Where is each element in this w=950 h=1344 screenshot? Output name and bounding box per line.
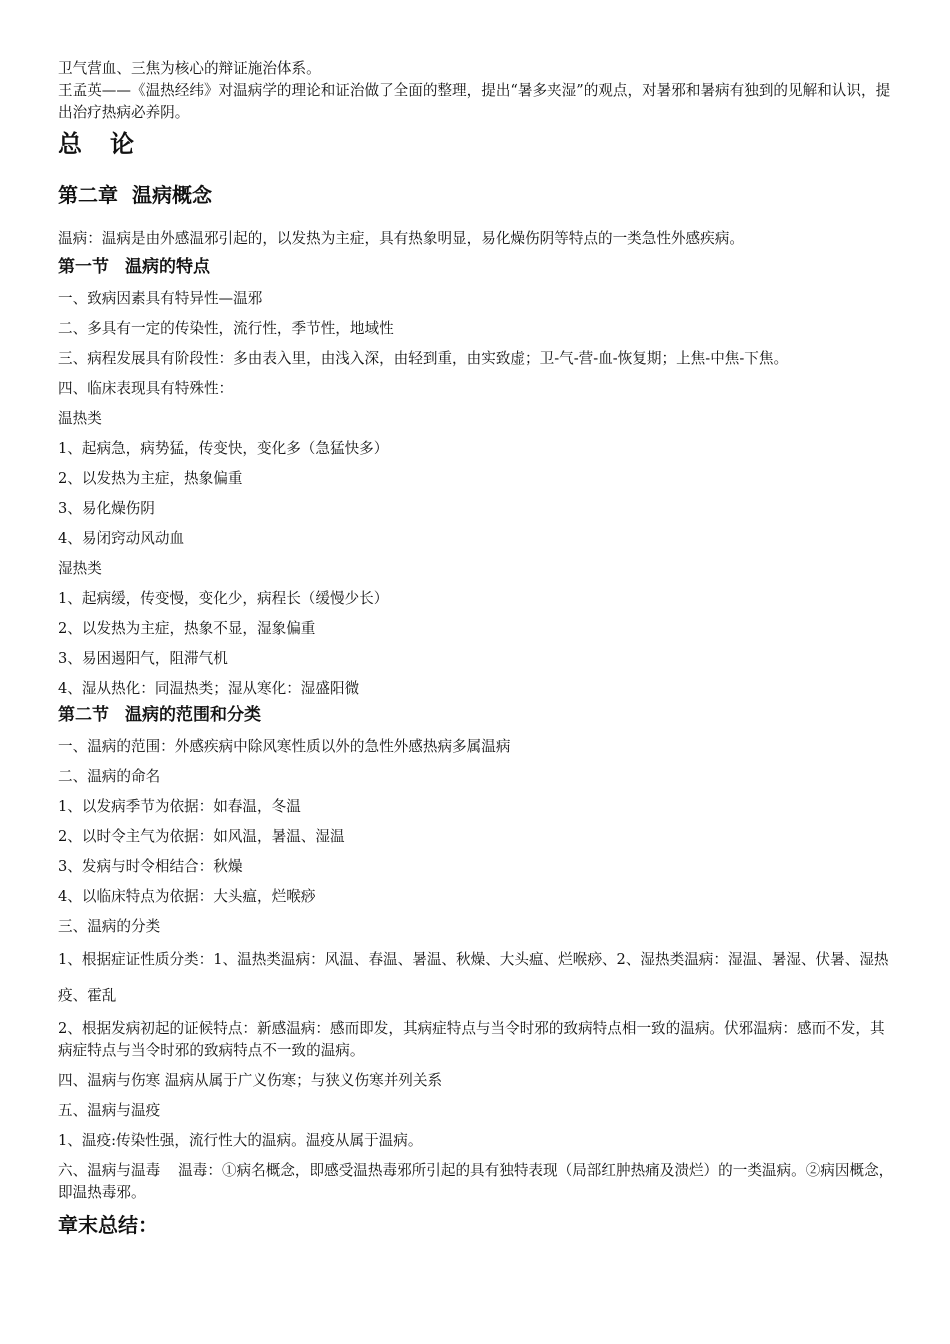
section-2-number: 第二节 xyxy=(58,705,109,725)
section-1-item: 三、病程发展具有阶段性：多由表入里，由浅入深，由轻到重，由实致虚；卫-气-营-血-恢复期；上焦-中焦-下焦。 xyxy=(58,350,789,367)
intro-line-1: 卫气营血、三焦为核心的辩证施治体系。 xyxy=(58,60,321,77)
toxin-paragraph xyxy=(58,1160,896,1204)
damp-heat-item: 1、起病缓，传变慢，变化少，病程长（缓慢少长） xyxy=(58,590,389,607)
section-1-item: 四、临床表现具有特殊性： xyxy=(58,380,234,397)
warm-heat-item: 3、易化燥伤阴 xyxy=(58,500,155,517)
naming-item: 2、以时令主气为依据：如风温，暑温、湿温 xyxy=(58,828,345,845)
scope-paragraph: 一、温病的范围：外感疾病中除风寒性质以外的急性外感热病多属温病 xyxy=(58,738,511,755)
classify-paragraph-1: 1、根据症证性质分类：1、温热类温病：风温、春温、暑温、秋燥、大头瘟、烂喉痧、2、湿热类温病：湿温、暑湿、伏暑、湿热疫、霍乱 xyxy=(58,951,889,1004)
toxin-text: 温毒：①病名概念，即感受温热毒邪所引起的具有独特表现（局部红肿热痛及溃烂）的一类温病。②病因概念，即温热毒邪。 xyxy=(58,1162,894,1201)
chapter-2-heading xyxy=(58,180,896,210)
chapter-summary-heading: 章末总结： xyxy=(58,1213,158,1237)
damp-heat-label: 湿热类 xyxy=(58,560,102,577)
warm-heat-label: 温热类 xyxy=(58,410,102,427)
section-1-item: 二、多具有一定的传染性，流行性，季节性，地域性 xyxy=(58,320,394,337)
damp-heat-item: 3、易困遏阳气，阻滞气机 xyxy=(58,650,228,667)
warm-heat-item: 1、起病急，病势猛，传变快，变化多（急猛快多） xyxy=(58,440,389,457)
heading-general-theory-a: 总 xyxy=(58,129,82,158)
chapter-2-title: 温病概念 xyxy=(132,183,212,207)
definition-paragraph: 温病：温病是由外感温邪引起的，以发热为主症，具有热象明显，易化燥伤阴等特点的一类急性外感疾病。 xyxy=(58,230,744,247)
classify-paragraph-2: 2、根据发病初起的证候特点：新感温病：感而即发，其病症特点与当令时邪的致病特点相一致的温病。伏邪温病：感而不发，其病症特点与当令时邪的致病特点不一致的温病。 xyxy=(58,1020,885,1059)
naming-item: 4、以临床特点为依据：大头瘟，烂喉痧 xyxy=(58,888,316,905)
heading-general-theory xyxy=(58,128,896,160)
pestilence-paragraph: 1、温疫:传染性强，流行性大的温病。温疫从属于温病。 xyxy=(58,1132,423,1149)
pestilence-label: 五、温病与温疫 xyxy=(58,1102,161,1119)
cold-damage-paragraph: 四、温病与伤寒 温病从属于广义伤寒；与狭义伤寒并列关系 xyxy=(58,1072,443,1089)
section-2-heading xyxy=(58,702,896,728)
section-1-number: 第一节 xyxy=(58,257,109,277)
damp-heat-item: 2、以发热为主症，热象不显，湿象偏重 xyxy=(58,620,316,637)
chapter-2-number: 第二章 xyxy=(58,183,118,207)
naming-item: 3、发病与时令相结合：秋燥 xyxy=(58,858,243,875)
damp-heat-item: 4、湿从热化：同温热类；湿从寒化：湿盛阳微 xyxy=(58,680,360,697)
intro-line-2: 王孟英——《温热经纬》对温病学的理论和证治做了全面的整理，提出“暑多夹湿”的观点，对暑邪和暑病有独到的见解和认识，提出治疗热病必养阴。 xyxy=(58,82,891,121)
warm-heat-item: 2、以发热为主症，热象偏重 xyxy=(58,470,243,487)
toxin-label: 六、温病与温毒 xyxy=(58,1162,161,1179)
section-1-title: 温病的特点 xyxy=(125,257,210,277)
section-1-item: 一、致病因素具有特异性—温邪 xyxy=(58,290,263,307)
warm-heat-item: 4、易闭窍动风动血 xyxy=(58,530,185,547)
naming-item: 1、以发病季节为依据：如春温，冬温 xyxy=(58,798,301,815)
heading-general-theory-b: 论 xyxy=(110,129,134,158)
section-2-title: 温病的范围和分类 xyxy=(125,705,261,725)
classify-label: 三、温病的分类 xyxy=(58,918,161,935)
naming-label: 二、温病的命名 xyxy=(58,768,161,785)
section-1-heading xyxy=(58,254,896,280)
document-page xyxy=(58,58,896,1240)
